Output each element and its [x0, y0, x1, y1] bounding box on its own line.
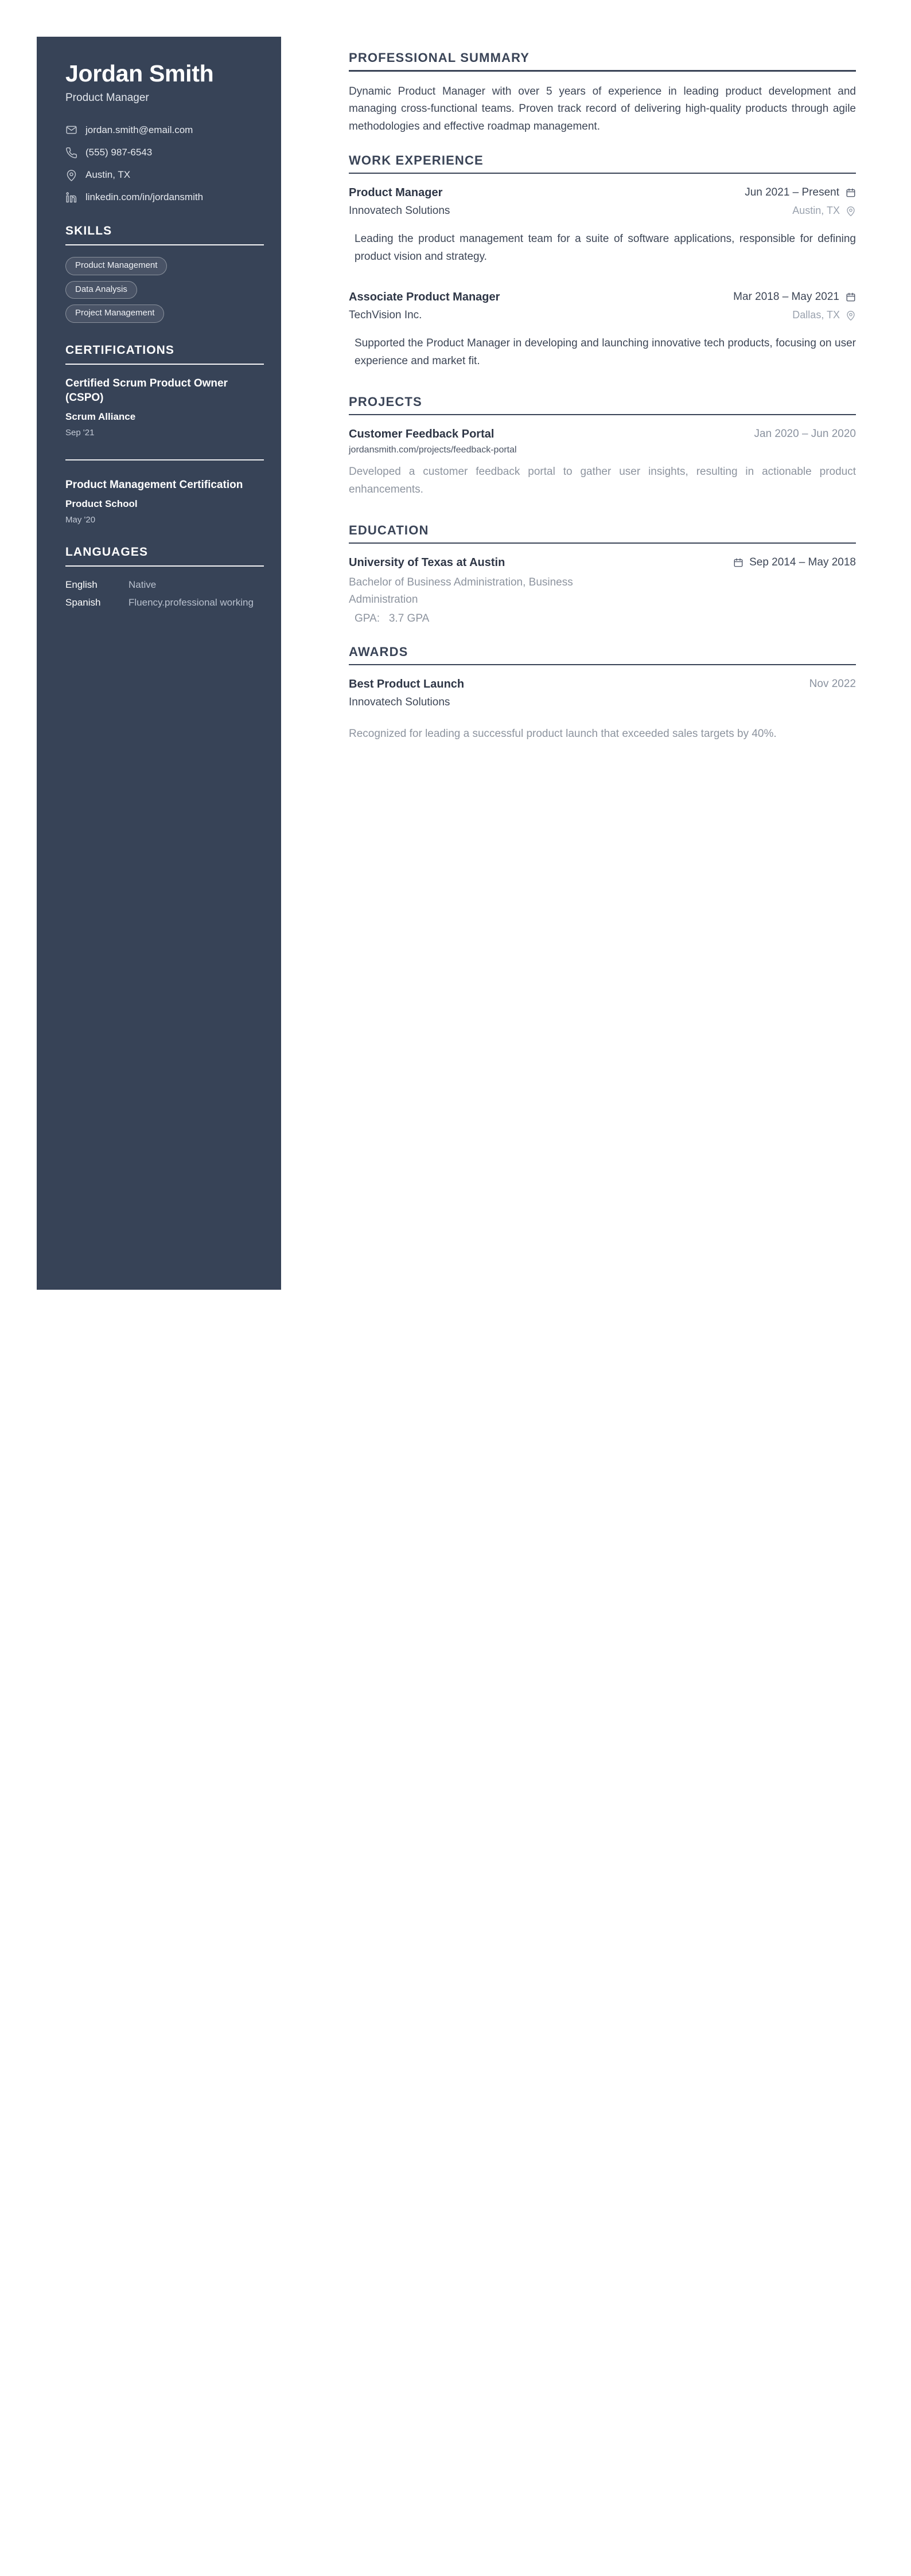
work-location-text: Dallas, TX [792, 309, 840, 321]
project-date-range [754, 427, 857, 442]
certifications-heading: CERTIFICATIONS [65, 343, 175, 357]
projects-divider [349, 414, 856, 416]
section-languages [65, 545, 264, 610]
project-entry [349, 427, 856, 499]
professional-summary-divider [349, 70, 856, 72]
certification-item [65, 376, 264, 438]
sidebar [37, 37, 281, 1290]
contact-email-value: jordan.smith@email.com [85, 124, 193, 135]
work-location [792, 204, 856, 218]
certification-date: Sep '21 [65, 428, 95, 438]
skills-heading: SKILLS [65, 224, 112, 238]
work-description: Leading the product management team for a suite of software applications, responsible for defining product vision and strategy. [355, 232, 856, 263]
work-description: Supported the Product Manager in developing and launching innovative tech products, focusing on user experience and market fit. [355, 337, 856, 367]
award-entry-header [349, 677, 856, 692]
work-company: TechVision Inc. [349, 309, 422, 322]
section-projects [349, 395, 856, 499]
award-date-text: Nov 2022 [809, 678, 856, 690]
language-level: Fluency.professional working [129, 596, 254, 608]
section-awards [349, 645, 856, 743]
work-entry [349, 185, 856, 266]
work-location-text: Austin, TX [792, 205, 840, 217]
section-certifications [65, 344, 264, 525]
education-entry-header [349, 555, 856, 571]
work-date-text: Mar 2018 – May 2021 [733, 291, 839, 303]
work-entry-header [349, 290, 856, 305]
award-org: Innovatech Solutions [349, 696, 450, 709]
section-education [349, 523, 856, 625]
award-title: Best Product Launch [349, 678, 465, 691]
professional-summary-text: Dynamic Product Manager with over 5 years of experience in leading product development and managing cross-functional teams. Proven track record of delivering high-quality products through agile methodologies and effective roadmap management. [349, 85, 856, 133]
languages-heading: LANGUAGES [65, 545, 149, 559]
skills-divider [65, 244, 264, 245]
job-title: Product Manager [65, 91, 149, 104]
skill-chip: Data Analysis [65, 281, 137, 299]
work-date-range [733, 290, 856, 305]
calendar-icon [845, 188, 856, 198]
certification-name: Product Management Certification [65, 479, 243, 491]
education-school: University of Texas at Austin [349, 556, 505, 569]
professional-summary-heading: PROFESSIONAL SUMMARY [349, 50, 530, 65]
phone-icon [65, 147, 77, 159]
map-pin-icon [845, 205, 856, 216]
section-work-experience [349, 153, 856, 370]
linkedin-icon [65, 192, 77, 204]
language-item [65, 578, 264, 592]
work-company: Innovatech Solutions [349, 205, 450, 217]
language-level: Native [129, 579, 157, 591]
contact-phone[interactable] [65, 146, 264, 159]
education-date-range [733, 555, 856, 570]
work-date-range [745, 185, 856, 200]
awards-heading: AWARDS [349, 644, 408, 659]
contact-list [65, 124, 264, 204]
calendar-icon [845, 292, 856, 303]
work-experience-divider [349, 173, 856, 174]
language-name: English [65, 579, 98, 591]
certifications-divider [65, 364, 264, 365]
project-description: Developed a customer feedback portal to gather user insights, resulting in actionable product enhancements. [349, 466, 856, 495]
calendar-icon [733, 557, 743, 568]
certification-org: Product School [65, 498, 138, 510]
project-entry-header [349, 427, 856, 442]
certification-item-divider [65, 459, 264, 460]
skills-chip-list [65, 257, 264, 323]
education-divider [349, 542, 856, 544]
skill-chip: Project Management [65, 305, 164, 323]
contact-email[interactable] [65, 124, 264, 136]
skill-chip: Product Management [65, 257, 167, 275]
map-pin-icon [65, 169, 77, 181]
contact-location-value: Austin, TX [85, 169, 131, 181]
project-title: Customer Feedback Portal [349, 428, 495, 441]
work-entry [349, 290, 856, 370]
spacer [349, 270, 856, 290]
certification-date: May '20 [65, 515, 96, 525]
work-experience-heading: WORK EXPERIENCE [349, 153, 484, 167]
work-entry-subheader [349, 204, 856, 219]
spacer [349, 504, 856, 523]
contact-linkedin[interactable] [65, 191, 264, 204]
work-entry-subheader [349, 308, 856, 323]
section-professional-summary [349, 50, 856, 136]
envelope-icon [65, 124, 77, 136]
project-date-text: Jan 2020 – Jun 2020 [754, 428, 856, 440]
education-gpa-label: GPA: [355, 612, 380, 625]
award-description: Recognized for leading a successful product launch that exceeded sales targets by 40%. [349, 728, 777, 740]
certification-item [65, 478, 264, 525]
language-name: Spanish [65, 596, 101, 608]
spacer [349, 375, 856, 395]
work-job-title: Product Manager [349, 186, 443, 200]
education-entry [349, 555, 856, 625]
work-job-title: Associate Product Manager [349, 291, 500, 304]
spacer [349, 630, 856, 645]
award-date [809, 677, 856, 692]
awards-divider [349, 664, 856, 666]
certification-org: Scrum Alliance [65, 411, 136, 422]
contact-location[interactable] [65, 169, 264, 181]
education-date-text: Sep 2014 – May 2018 [749, 556, 856, 569]
work-entry-header [349, 185, 856, 201]
section-skills [65, 224, 264, 323]
education-gpa [355, 612, 856, 625]
project-url[interactable]: jordansmith.com/projects/feedback-portal [349, 445, 517, 455]
projects-heading: PROJECTS [349, 394, 422, 409]
work-location [792, 308, 856, 322]
education-gpa-value: 3.7 GPA [388, 612, 430, 625]
award-entry [349, 677, 856, 743]
contact-linkedin-value: linkedin.com/in/jordansmith [85, 192, 204, 203]
contact-phone-value: (555) 987-6543 [85, 147, 153, 158]
work-date-text: Jun 2021 – Present [745, 186, 839, 199]
map-pin-icon [845, 310, 856, 321]
education-heading: EDUCATION [349, 522, 429, 537]
certification-name: Certified Scrum Product Owner (CSPO) [65, 377, 228, 404]
education-degree: Bachelor of Business Administration, Business Administration [349, 576, 573, 606]
profile-name [65, 61, 264, 104]
language-item [65, 596, 264, 610]
main-content [349, 50, 856, 748]
languages-divider [65, 565, 264, 567]
full-name: Jordan Smith [65, 60, 214, 87]
